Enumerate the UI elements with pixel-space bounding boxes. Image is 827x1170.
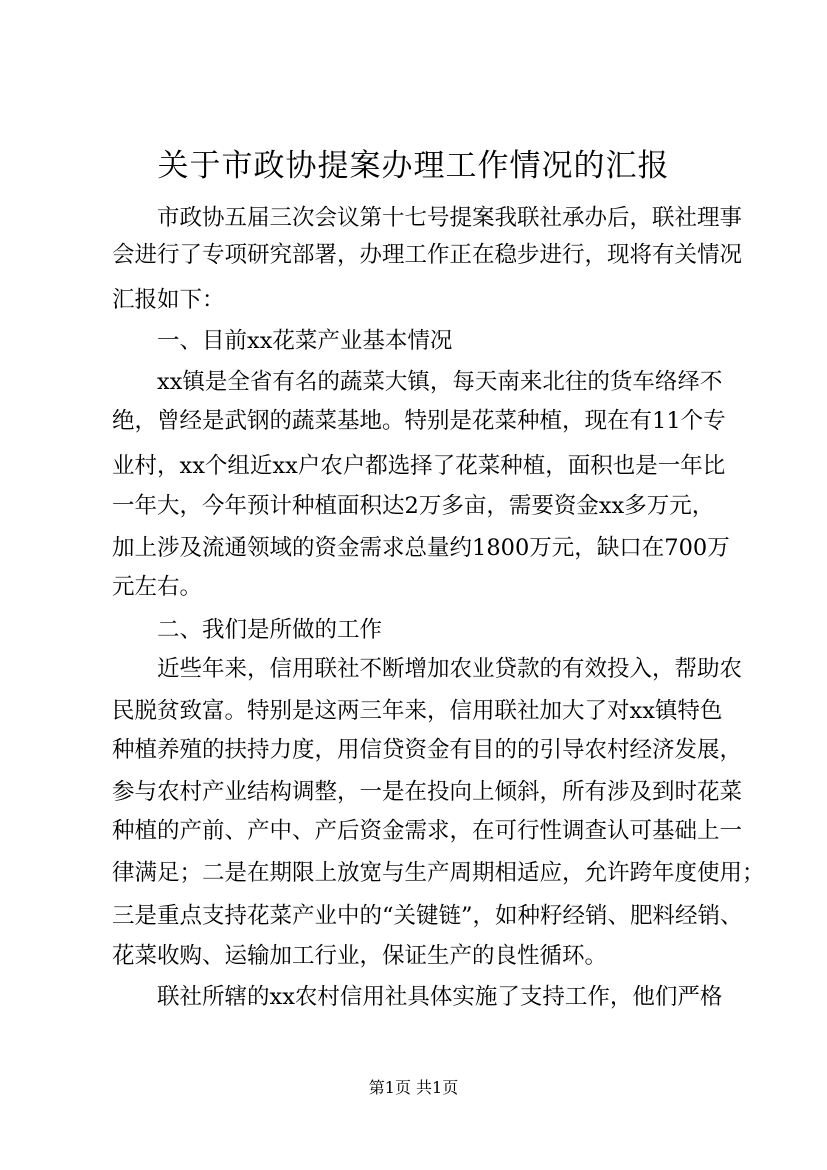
body-line: 市政协五届三次会议第十七号提案我联社承办后，联社理事	[157, 205, 743, 231]
body-line: 绝，曾经是武钢的蔬菜基地。特别是花菜种植，现在有11个专	[112, 408, 726, 434]
section-heading: 一、目前xx花菜产业基本情况	[157, 328, 453, 354]
body-line: xx镇是全省有名的蔬菜大镇，每天南来北往的货车络绎不	[157, 369, 723, 395]
body-line: 联社所辖的xx农村信用社具体实施了支持工作，他们严格	[157, 984, 723, 1010]
document-title: 关于市政协提案办理工作情况的汇报	[157, 148, 670, 184]
body-line: 元左右。	[112, 574, 203, 600]
body-line: 民脱贫致富。特别是这两三年来，信用联社加大了对xx镇特色	[112, 698, 723, 724]
body-line: 加上涉及流通领域的资金需求总量约1800万元，缺口在700万	[112, 535, 730, 561]
body-line: 一年大，今年预计种植面积达2万多亩，需要资金xx多万元，	[112, 493, 715, 519]
section-heading: 二、我们是所做的工作	[157, 617, 383, 643]
body-line: 三是重点支持花菜产业中的“关键链”，如种籽经销、肥料经销、	[112, 903, 743, 929]
body-line: 汇报如下：	[112, 287, 225, 313]
body-line: 律满足；二是在期限上放宽与生产周期相适应，允许跨年度使用；	[112, 860, 765, 886]
page-number-footer: 第1页 共1页	[368, 1078, 459, 1097]
body-line: 参与农村产业结构调整，一是在投向上倾斜，所有涉及到时花菜	[112, 779, 743, 805]
body-line: 花菜收购、运输加工行业，保证生产的良性循环。	[112, 943, 608, 969]
body-line: 种植养殖的扶持力度，用信贷资金有目的的引导农村经济发展，	[112, 737, 743, 763]
body-line: 种植的产前、产中、产后资金需求，在可行性调查认可基础上一	[112, 818, 743, 844]
body-line: 会进行了专项研究部署，办理工作正在稳步进行，现将有关情况	[112, 242, 743, 268]
body-line: 业村，xx个组近xx户农户都选择了花菜种植，面积也是一年比	[112, 453, 726, 479]
body-line: 近些年来，信用联社不断增加农业贷款的有效投入，帮助农	[157, 656, 743, 682]
